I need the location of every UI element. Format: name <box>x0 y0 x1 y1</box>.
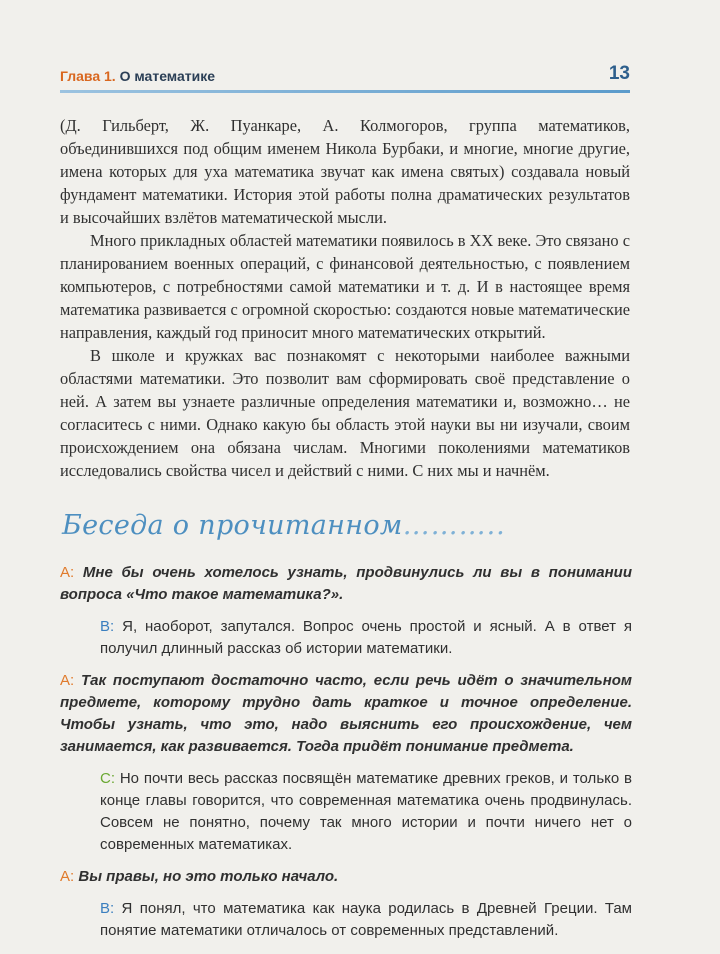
dialog-text: Я, наоборот, запутался. Вопрос очень простой и ясный. А в ответ я получил длинный рассказ об истории математики. <box>100 618 632 657</box>
dialog-text: Мне бы очень хотелось узнать, продвинулись ли вы в понимании вопроса «Что такое математика?». <box>60 564 632 603</box>
chapter-heading <box>60 68 215 84</box>
dialog-turn-b-1 <box>100 616 632 660</box>
dialog-text: Но почти весь рассказ посвящён математике древних греков, и только в конце главы говорится, что современная математика очень продвинулась. Совсем не понятно, почему так много истории и почти ничего нет о современных математиках. <box>100 770 632 853</box>
dialog-text: Вы правы, но это только начало. <box>78 868 339 885</box>
page-header <box>60 64 630 92</box>
page-number: 13 <box>608 63 630 84</box>
dialog-turn-a-3 <box>60 866 632 888</box>
speaker-label-b: В: <box>100 900 115 917</box>
paragraph-3: В школе и кружках вас познакомят с некоторыми наиболее важными областями математики. Это позволит вам сформировать своё представление о ней. А затем вы узнаете различные определения математики и, возможно… не согласитесь с ними. Однако какую бы область этой науки вы ни изучали, своим происхождением она обязана числам. Многими поколениями математиков исследовались свойства чисел и действий с ними. С них мы и начнём. <box>60 346 630 480</box>
body-text <box>60 114 630 482</box>
speaker-label-a: А: <box>60 672 75 689</box>
speaker-label-b: В: <box>100 618 115 635</box>
speaker-label-c: С: <box>100 770 115 787</box>
section-title-text: Беседа о прочитанном <box>62 510 403 541</box>
paragraph-2: Много прикладных областей математики появилось в XX веке. Это связано с планированием военных операций, с финансовой деятельностью, с появлением компьютеров, с потребностями самой математики и т. д. И в настоящее время математика развивается с огромной скоростью: создаются новые математические направления, каждый год приносит много математических открытий. <box>60 231 630 342</box>
dialog-turn-a-1 <box>60 562 632 606</box>
dialog-turn-a-2 <box>60 670 632 758</box>
header-divider <box>60 90 630 93</box>
section-title <box>62 510 506 550</box>
speaker-label-a: А: <box>60 868 75 885</box>
dialog-text: Я понял, что математика как наука родилась в Древней Греции. Там понятие математики отличалось от современных представлений. <box>100 900 632 939</box>
chapter-label: Глава 1. <box>60 68 116 84</box>
dialog-turn-c-1 <box>100 768 632 856</box>
dialog-turn-b-2 <box>100 898 632 942</box>
chapter-title: О математике <box>119 68 216 84</box>
speaker-label-a: А: <box>60 564 75 581</box>
dialog-text: Так поступают достаточно часто, если речь идёт о значительном предмете, которому трудно дать краткое и точное определение. Чтобы узнать, что это, надо выяснить его происхождение, чем занимается, как развивается. Тогда придёт понимание предмета. <box>60 672 633 755</box>
dialog <box>60 562 632 952</box>
paragraph-1: (Д. Гильберт, Ж. Пуанкаре, А. Колмогоров, группа математиков, объединившихся под общим именем Никола Бурбаки, и многие, многие другие, имена которых для уха математика звучат как имена святых) создавала новый фундамент математики. История этой работы полна драматических результатов и высочайших взлётов математической мысли. <box>60 116 630 227</box>
section-title-dots: ……….. <box>402 510 506 541</box>
